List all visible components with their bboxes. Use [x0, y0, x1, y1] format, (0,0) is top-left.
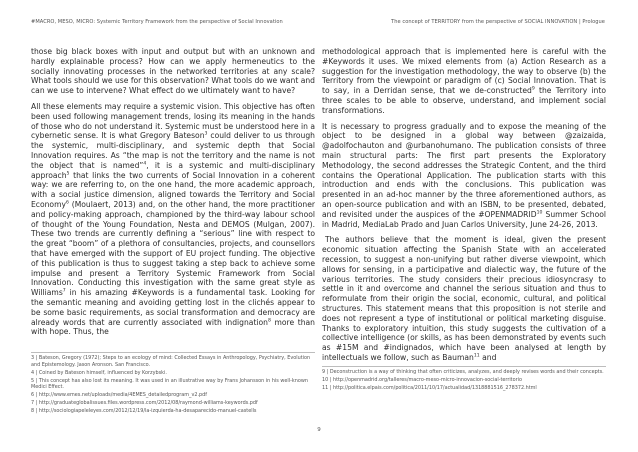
footnote-ref-11: 11 — [473, 353, 480, 359]
footnote-7: 7 | http://graduateglobalissues.files.wordpress.com/2012/08/raymond-williams-keywords.pdf — [31, 400, 258, 407]
left-paragraph-1: those big black boxes with input and output but with an unknown and hardly explainable process? How can we apply hermeneutics to the socially innovating processes in the networked territories at any scale? What tools should we use for this observation? What tools do we want and can we use to intervene? What effect do we ultimately want to have? — [31, 47, 315, 96]
footnote-ref-10: 10 — [536, 210, 543, 216]
footnote-11: 11 | http://politica.elpais.com/politica/2011/10/17/actualidad/1318881516_278372.html — [322, 385, 537, 392]
footnotes-left — [31, 355, 315, 417]
right-paragraph-3: The authors believe that the moment is ideal, given the present economic situation affecting the Spanish State with an accelerated recession, to suggest a non-unifying but rather diverse viewpoint, which allows for sensing, in a participative and dialectic way, the future of the various territories. The study considers their precious idiosyncrasy to settle in it and overcome and channel the serious situation and thus to reformulate from their origin the social, economic, cultural, and political structures. This statement means that this proposition is not sterile and does not represent a type of institutional or political marketing disguise. Thanks to exploratory intuition, this study suggests the cultivation of a collective intelligence (or skills, as has been demonstrated by events such as #15M and #indignados, which have been analysed at length by intellectuals we follow, such as Bauman$^{11}$ and — [322, 235, 606, 362]
footnote-ref-7: 7 — [62, 288, 66, 294]
footnotes-right — [322, 369, 606, 393]
footnote-ref-8: 8 — [268, 317, 271, 323]
page-number: 9 — [317, 427, 321, 433]
footnote-ref-9: 9 — [531, 86, 535, 92]
footnote-4: 4 | Coined by Bateson himself, influenced by Korzybski. — [31, 369, 167, 376]
footnote-9: 9 | Deconstruction is a way of thinking that often criticizes, analyzes, and deeply revises words and their concepts. — [322, 369, 604, 375]
left-paragraph-2: All these elements may require a systemic vision. This objective has often been used following management trends, losing its meaning in the hands of those who do not understand it. Systemic must be understood here in a cybernetic sense. It is what Gregory Bateson$^3$ could deliver to us through the systemic, multi-disciplinary, and systemic depth that Social Innovation requires. As “the map is not the territory and the name is not the object that is named”$^4$, it is a systemic and multi-disciplinary approach$^5$ that links the two currents of Social Innovation in a coherent way: we are referring to, on the one hand, the more academic approach, with a social justice dimension, aligned towards the Territory and Social Economy$^6$ (Moulaert, 2013) and, on the other hand, the more practitioner and policy-making approach, championed by the third-way labour school of thought of the Young Foundation, Nesta and DEMOS (Mulgan, 2007). These two trends are currently defining a “serious” line with respect to the great “boom” of a plethora of consultancies, projects, and counsellors that have emerged with the support of EU project funding. The objective of this publication is thus to suggest taking a step back to achieve some impulse and present a Territory Systemic Framework from Social Innovation. Conducting this investigation with the same great style as Williams$^7$ in his amazing #Keywords is a fundamental task. Looking for the semantic meaning and avoiding getting lost in the clichés appear to be some basic requirements, as social transformation and democracy are already words that are currently associated with indignation$^8$ more than with hope. Thus, the — [31, 101, 316, 337]
footnote-8: 8 | http://sociologiapeleleyes.com/2012/12/19/la-izquierda-ha-desaparecido-manuel-castells — [31, 408, 257, 415]
footnote-divider-right — [322, 366, 606, 367]
running-header-left: #MACRO, MESO, MICRO: Systemic Territory Framework from the perspective of Social Innovation — [31, 19, 283, 25]
running-header-right: The concept of TERRITORY from the perspective of SOCIAL INNOVATION | Prologue — [391, 19, 605, 25]
footnote-ref-5: 5 — [66, 171, 70, 177]
footnote-5: 5 | This concept has also lost its meaning. It was used in an illustrative way by Frans Johansson in his well-known Medici Effect. — [31, 377, 308, 391]
left-column — [31, 47, 315, 343]
footnote-ref-4: 4 — [143, 161, 147, 167]
right-paragraph-1: methodological approach that is implemented here is careful with the #Keywords it uses. We mixed elements from (a) Action Research as a suggestion for the investigation methodology, the way to observe (b) the Territory from the viewpoint or paradigm of (c) Social Innovation. That is to say, in a Derridan sense, that we de-constructed$^9$ the Territory into three scales to be able to observe, understand, and implement social transformations. — [322, 47, 606, 115]
footnote-10: 10 | http://openmadrid.org/talleres/macro-meso-micro-innovacion-social-territorio — [322, 377, 522, 384]
footnote-divider-left — [31, 352, 315, 353]
footnote-ref-6: 6 — [65, 200, 69, 206]
right-column — [322, 47, 606, 369]
footnote-ref-3: 3 — [204, 131, 208, 137]
footnote-6: 6 | http://www.emes.net/uploads/media/4EMES_detailedprogram_v2.pdf — [31, 392, 207, 399]
right-paragraph-2: It is necessary to progress gradually and to expose the meaning of the object to be designed in a global way between @zaizaida, @adolfochauton and @urbanohumano. The publication consists of three main structural parts: The first part presents the Exploratory Methodology, the second addresses the Strategic Content, and the third contains the Operational Application. The publication starts with this introduction and ends with the conclusions. This publication was presented in an ad-hoc manner by the three aforementioned authors, as an open-source publication and with an ISBN, to be presented, debated, and revisited under the auspices of the #OPENMADRID$^{10}$ Summer School in Madrid, MediaLab Prado and Juan Carlos University, June 24-26, 2013. — [322, 121, 606, 229]
footnote-3: 3 | Bateson, Gregory (1972); Steps to an ecology of mind: Collected Essays in Anthropology, Psychiatry, Evolution and Epistemology. Jason Aronson. San Francisco. — [31, 355, 311, 368]
